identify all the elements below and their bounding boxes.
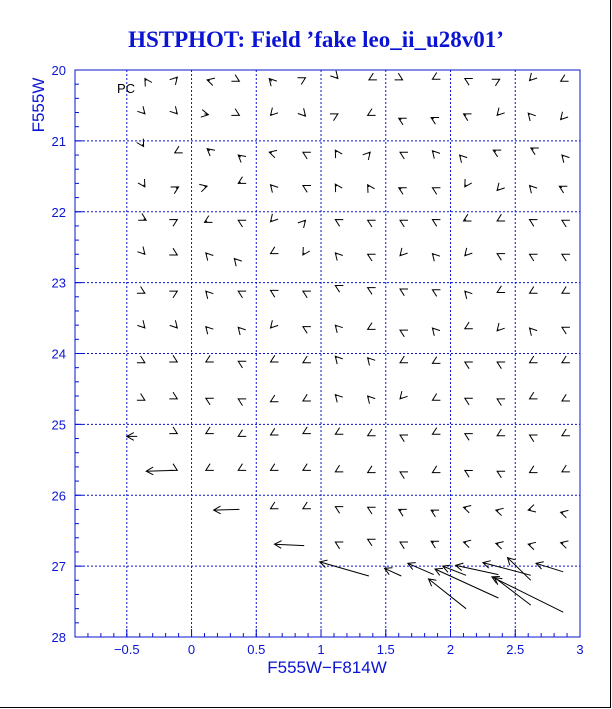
error-vector — [368, 254, 376, 261]
error-vector — [368, 507, 376, 514]
error-vector — [429, 579, 467, 609]
error-vector — [335, 220, 343, 227]
y-tick-label: 25 — [51, 417, 66, 433]
x-tick-label: −0.5 — [113, 642, 140, 657]
error-vector — [531, 148, 539, 155]
error-vector — [528, 542, 536, 549]
error-vector — [400, 220, 408, 227]
y-tick-label: 20 — [51, 63, 66, 78]
error-vector — [207, 149, 215, 156]
error-vector — [464, 114, 472, 121]
error-vector — [465, 362, 473, 369]
error-vector — [530, 466, 538, 473]
error-vector — [298, 78, 306, 85]
error-vector — [271, 502, 279, 509]
error-vector — [497, 214, 505, 221]
vector-field — [127, 71, 570, 613]
error-vector — [303, 427, 311, 434]
error-vector — [269, 150, 277, 157]
error-vector — [335, 253, 343, 261]
error-vector — [464, 214, 472, 221]
error-vector — [271, 108, 279, 116]
error-vector — [137, 139, 144, 147]
error-vector — [335, 325, 343, 333]
error-vector — [465, 291, 473, 299]
error-vector — [530, 220, 538, 227]
error-vector — [335, 150, 342, 158]
error-vector — [335, 465, 343, 472]
error-vector — [137, 320, 145, 328]
x-tick-labels — [114, 642, 584, 657]
error-vector — [432, 151, 440, 159]
error-vector — [400, 248, 408, 256]
error-vector — [206, 464, 214, 471]
error-vector — [335, 356, 343, 364]
error-vector — [170, 106, 178, 114]
error-vector — [464, 540, 472, 547]
error-vector — [530, 392, 538, 399]
error-vector — [432, 254, 440, 262]
error-vector — [368, 429, 376, 436]
error-vector — [206, 253, 214, 261]
error-vector — [320, 560, 369, 576]
error-vector — [271, 464, 279, 471]
error-vector — [271, 214, 279, 222]
error-vector — [465, 248, 473, 256]
error-vector — [431, 541, 439, 548]
y-tick-label: 21 — [51, 133, 66, 149]
error-vector — [303, 502, 311, 509]
error-vector — [206, 291, 214, 299]
error-vector — [368, 466, 376, 473]
error-vector — [400, 435, 408, 442]
error-vector — [530, 328, 538, 336]
error-vector — [238, 177, 246, 184]
error-vector — [169, 464, 177, 471]
error-vector — [368, 185, 375, 193]
chart-title: HSTPHOT: Field ’fake leo_ii_u28v01’ — [128, 27, 504, 52]
error-vector — [335, 184, 342, 192]
y-tick-label: 24 — [51, 346, 66, 362]
x-tick-label: 2 — [446, 642, 455, 657]
y-tick-label: 28 — [51, 630, 66, 645]
error-vector — [335, 428, 343, 435]
error-vector — [303, 247, 310, 255]
error-vector — [214, 506, 240, 514]
y-tick-label: 23 — [51, 275, 66, 291]
error-vector — [561, 112, 569, 120]
error-vector — [274, 541, 304, 549]
error-vector — [298, 108, 306, 116]
error-vector — [206, 327, 214, 335]
error-vector — [199, 184, 207, 191]
error-vector — [271, 355, 279, 362]
error-vector — [465, 434, 473, 441]
error-vector — [169, 392, 177, 399]
error-vector — [206, 355, 214, 362]
error-vector — [303, 356, 311, 363]
error-vector — [298, 220, 306, 228]
error-vector — [400, 542, 408, 549]
error-vector — [335, 507, 343, 514]
error-vector — [497, 254, 505, 261]
error-vector — [497, 429, 505, 436]
error-vector — [335, 542, 343, 549]
error-vector — [561, 510, 569, 517]
error-vector — [432, 220, 440, 227]
error-vector — [234, 259, 242, 267]
error-vector — [497, 471, 505, 478]
error-vector — [562, 356, 570, 363]
error-vector — [399, 509, 407, 516]
error-vector — [368, 539, 376, 546]
error-vector — [460, 155, 468, 163]
error-vector — [303, 394, 311, 401]
error-vector — [465, 179, 472, 187]
error-vector — [562, 155, 570, 163]
error-vector — [530, 435, 538, 442]
error-vector — [169, 220, 177, 227]
error-vector — [335, 395, 343, 403]
error-vector — [175, 146, 183, 153]
error-vector — [399, 188, 407, 195]
error-vector — [432, 328, 440, 336]
y-tick-label: 27 — [51, 559, 66, 575]
error-vector — [206, 427, 214, 434]
error-vector — [303, 186, 311, 193]
error-vector — [368, 220, 376, 227]
error-vector — [465, 322, 473, 329]
error-vector — [330, 71, 338, 79]
y-tick-label: 26 — [51, 488, 66, 504]
error-vector — [431, 510, 439, 517]
x-tick-label: 0 — [187, 642, 196, 657]
error-vector — [493, 150, 501, 157]
error-vector — [432, 357, 440, 364]
error-vector — [238, 327, 246, 335]
error-vector — [271, 290, 279, 297]
error-vector — [169, 355, 177, 362]
error-vector — [238, 155, 246, 163]
error-vector — [562, 394, 570, 401]
error-vector — [432, 428, 440, 435]
y-axis-label: F555W — [29, 77, 48, 133]
error-vector — [170, 77, 178, 85]
error-vector — [138, 214, 146, 221]
error-vector — [496, 508, 504, 515]
error-vector — [368, 109, 376, 116]
error-vector — [496, 542, 504, 549]
error-vector — [238, 399, 246, 406]
error-vector — [269, 79, 277, 87]
error-vector — [137, 356, 145, 363]
error-vector — [497, 399, 505, 406]
x-axis-label: F555W−F814W — [267, 658, 387, 677]
error-vector — [207, 78, 215, 85]
error-vector — [408, 563, 434, 575]
error-vector — [271, 395, 279, 402]
error-vector — [528, 505, 536, 512]
error-vector — [562, 220, 570, 227]
error-vector — [400, 152, 408, 159]
error-vector — [368, 288, 376, 295]
error-vector — [137, 394, 145, 401]
error-vector — [137, 106, 145, 114]
error-vector — [231, 109, 239, 116]
error-vector — [400, 356, 408, 363]
error-vector — [303, 291, 311, 298]
error-vector — [335, 286, 343, 293]
error-vector — [238, 220, 246, 227]
error-vector — [495, 578, 531, 606]
error-vector — [562, 465, 570, 472]
error-vector — [169, 427, 177, 434]
error-vector — [465, 79, 473, 86]
panel-label: PC — [117, 81, 136, 96]
error-vector — [400, 391, 408, 399]
error-vector — [432, 188, 440, 195]
error-vector — [497, 362, 505, 369]
error-vector — [497, 286, 505, 293]
error-vector — [330, 114, 338, 121]
error-vector — [536, 562, 563, 572]
error-vector — [497, 108, 505, 116]
error-vector — [562, 287, 570, 294]
error-vector — [562, 327, 570, 334]
error-vector — [492, 577, 563, 613]
error-vector — [465, 398, 473, 405]
error-vector — [497, 323, 505, 331]
x-tick-label: 2.5 — [506, 642, 525, 657]
x-tick-label: 3 — [576, 642, 584, 657]
error-vector — [530, 287, 538, 294]
error-vector — [368, 396, 376, 404]
error-vector — [562, 429, 570, 436]
error-vector — [562, 254, 570, 261]
error-vector — [432, 466, 440, 473]
error-vector — [399, 118, 407, 125]
error-vector — [146, 467, 173, 475]
error-vector — [432, 73, 440, 80]
error-vector — [368, 358, 376, 366]
error-vector — [530, 73, 538, 81]
error-vector — [400, 289, 408, 296]
error-vector — [530, 254, 538, 261]
error-vector — [385, 568, 402, 576]
error-vector — [137, 287, 145, 294]
error-vector — [363, 152, 371, 160]
error-vector — [431, 118, 439, 125]
error-vector — [530, 356, 538, 363]
error-vector — [171, 187, 179, 194]
y-tick-labels — [52, 63, 66, 645]
error-vector — [492, 79, 500, 86]
error-vector — [368, 323, 376, 330]
x-tick-label: 0.5 — [247, 642, 266, 657]
error-vector — [271, 247, 279, 254]
grid — [75, 70, 580, 637]
error-vector — [231, 75, 239, 82]
error-vector — [465, 470, 473, 477]
error-vector — [508, 558, 531, 581]
error-vector — [432, 394, 440, 401]
error-vector — [169, 291, 177, 298]
error-vector — [138, 179, 145, 187]
error-vector — [369, 73, 377, 80]
error-vector — [303, 327, 311, 334]
error-vector — [170, 320, 178, 328]
error-vector — [201, 110, 209, 118]
error-vector — [528, 113, 536, 121]
error-vector — [497, 183, 505, 191]
error-vector — [169, 248, 177, 255]
error-vector — [559, 186, 567, 193]
error-vector — [238, 464, 246, 471]
y-tick-label: 22 — [51, 204, 66, 220]
error-vector — [400, 330, 408, 337]
error-vector — [271, 185, 279, 193]
error-vector — [303, 152, 311, 159]
error-vector — [206, 398, 214, 405]
error-vector — [145, 79, 152, 87]
error-vector — [127, 433, 137, 441]
error-vector — [238, 291, 246, 298]
error-vector — [303, 464, 311, 471]
x-tick-label: 1.5 — [376, 642, 395, 657]
error-vector — [395, 73, 403, 80]
error-vector — [561, 75, 569, 82]
error-vector — [400, 472, 408, 479]
error-vector — [530, 186, 538, 194]
error-vector — [137, 247, 145, 255]
error-vector — [238, 430, 246, 437]
error-vector — [464, 506, 472, 513]
error-vector — [271, 320, 279, 328]
error-vector — [271, 428, 279, 435]
error-vector — [432, 290, 440, 297]
error-vector — [238, 361, 246, 368]
error-vector — [205, 216, 213, 223]
error-vector — [561, 541, 569, 548]
x-tick-label: 1 — [317, 642, 325, 657]
